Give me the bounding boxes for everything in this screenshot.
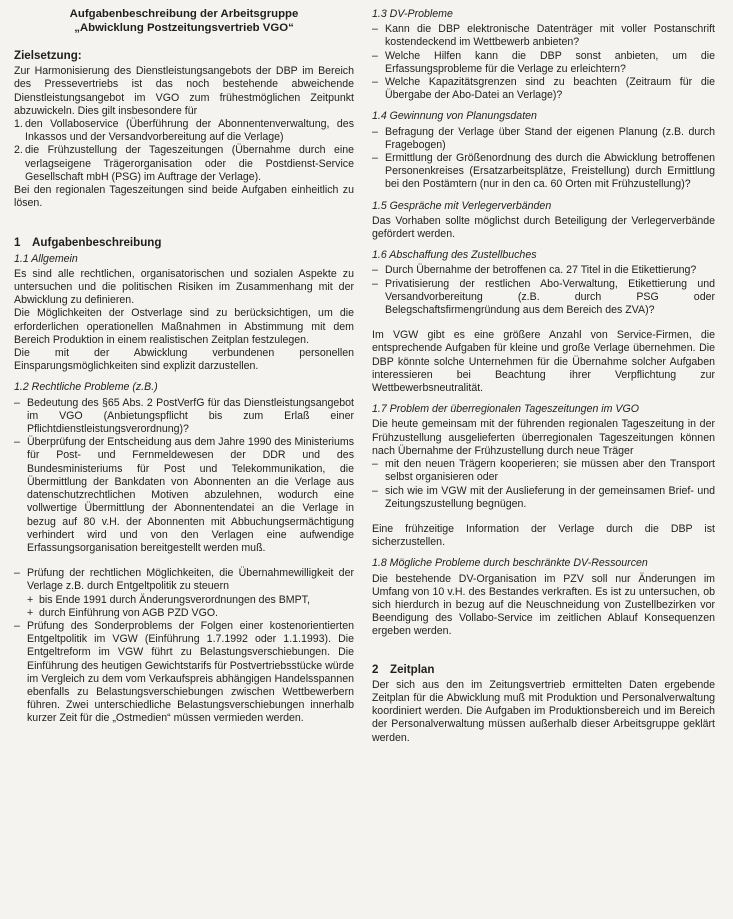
paragraph: Die heute gemeinsam mit der führenden regionalen Tageszeitung in der Frühzustellung ausgelieferten überregionalen Tageszeitungen können nach Übernahme der Frühzustellung durch neue Träger bbox=[372, 418, 715, 457]
list-item: – mit den neuen Trägern kooperieren; sie müssen aber den Transport selbst organisieren oder bbox=[372, 458, 715, 484]
list-item: – Durch Übernahme der betroffenen ca. 27 Titel in die Etikettierung? bbox=[372, 264, 715, 277]
paragraph: Eine frühzeitige Information der Verlage durch die DBP ist sicherzustellen. bbox=[372, 522, 715, 549]
zielsetzung-outro: Bei den regionalen Tageszeitungen sind beide Aufgaben einheitlich zu lösen. bbox=[14, 184, 354, 210]
paragraph: Es sind alle rechtlichen, organisatorischen und sozialen Aspekte zu untersuchen und die politischen Risiken im Zusammenhang mit der Abwicklung zu definieren. bbox=[14, 267, 354, 307]
zielsetzung-heading: Zielsetzung: bbox=[14, 49, 82, 62]
list-item: – Privatisierung der restlichen Abo-Verwaltung, Etikettierung und Versandvorbereitung (z.B. durch PSG oder Belegschaftsfirmengründung aus dem Bereich des ZVA)? bbox=[372, 278, 715, 318]
list-item: – Prüfung des Sonderproblems der Folgen einer kostenorientierten Entgeltpolitik im VGW (Einführung 1.7.1992 oder 1.1.1993). Die Entgeltreform im VGW führt zu Belastungsverschiebungen. Die Einführung des heutigen Gewichtstarifs für Postvertriebsstücke würde im Vergleich zu dem vom Verkaufspreis abhängigen Handelsspannen ebenfalls zu Belastungsverschiebungen zwischen Wettbewerbern führen. Zwei unterschiedliche Belastungsverschiebungen innerhalb kurzer Zeit für die „Ostmedien“ müssen vermieden werden. bbox=[14, 620, 354, 726]
section-1-3-heading: 1.3 DV-Probleme bbox=[372, 8, 453, 20]
list-item: – Befragung der Verlage über Stand der eigenen Planung (z.B. durch Fragebogen) bbox=[372, 126, 715, 152]
section-1-2-list bbox=[14, 397, 354, 555]
document-title bbox=[14, 8, 354, 35]
list-item: – Welche Kapazitätsgrenzen sind zu beachten (Zeitraum für die Übergabe der Abo-Datei an Verlage)? bbox=[372, 76, 715, 102]
list-item: – Bedeutung des §65 Abs. 2 PostVerfG für das Dienstleistungsangebot im VGO (Anbietungspflicht bis zum Erlaß einer Pflichtdienstleistungsverordnung)? bbox=[14, 397, 354, 437]
section-1-6-heading: 1.6 Abschaffung des Zustellbuches bbox=[372, 249, 537, 262]
section-1-7-heading: 1.7 Problem der überregionalen Tageszeitungen im VGO bbox=[372, 403, 639, 416]
list-item: + bis Ende 1991 durch Änderungsverordnungen des BMPT, bbox=[27, 594, 354, 607]
paragraph: Die Möglichkeiten der Ostverlage sind zu berücksichtigen, um die erforderlichen operationellen Maßnahmen in Abstimmung mit dem Bereich Produktion in einem realistischen Zeitplan festzulegen. bbox=[14, 307, 354, 346]
section-1-8-heading: 1.8 Mögliche Probleme durch beschränkte DV-Ressourcen bbox=[372, 557, 648, 570]
list-item: – Überprüfung der Entscheidung aus dem Jahre 1990 des Ministeriums für Post- und Fernmeldewesen der DDR und des Bundesministeriums für Post und Telekommunikation, die Übermittlung der Bankdaten von Abonnenten an die Verlage aus datenschutzrechtlichen Motiven abzulehnen, wodurch eine vollwertige Übermittlung der Abonnentendatei an die Verlage in bezug auf 80 v.H. der Abonnenten mit Abbuchungsermächtigung verhindert wird und von den Verlagen eine aufwendige Erfassungsorganisation bereitgestellt werden muß. bbox=[14, 436, 354, 555]
section-1-2-list-cont bbox=[14, 567, 354, 593]
zielsetzung-list bbox=[14, 118, 354, 184]
section-2-heading: 2 Zeitplan bbox=[372, 662, 435, 676]
section-1-6-list bbox=[372, 264, 715, 317]
section-1-1-heading: 1.1 Allgemein bbox=[14, 252, 78, 265]
section-1-3-list bbox=[372, 23, 715, 102]
paragraph: Die mit der Abwicklung verbundenen personellen Einsparungsmöglichkeiten sind explizit darzustellen. bbox=[14, 347, 354, 373]
paragraph: Der sich aus den im Zeitungsvertrieb ermittelten Daten ergebende Zeitplan für die Abwicklung muß mit Produktion und Personalverwaltung koordiniert werden. Die Aufgaben im Produktionsbereich und im Bereich der Personalverwaltung müssen außerhalb dieser Arbeitsgruppe geklärt werden. bbox=[372, 678, 715, 744]
left-column bbox=[14, 8, 354, 919]
zielsetzung-intro: Zur Harmonisierung des Dienstleistungsangebots der DBP im Bereich des Pressevertriebs ist das noch bestehende abweichende Dienstleistungsangebot im VGO zum frühestmöglichen Zeitpunkt abzuwickeln. Dies gilt insbesondere für bbox=[14, 65, 354, 117]
paragraph: Das Vorhaben sollte möglichst durch Beteiligung der Verlegerverbände gefördert werden. bbox=[372, 214, 715, 241]
section-1-2-heading: 1.2 Rechtliche Probleme (z.B.) bbox=[14, 381, 158, 394]
list-item: – Ermittlung der Größenordnung des durch die Abwicklung betroffenen Personenkreises (Ersatzarbeitsplätze, Freistellung) durch Ermittlung bei den Postämtern (nur in den ca. 60 Orten mit Frühzustellung)? bbox=[372, 152, 715, 192]
list-item: + durch Einführung von AGB PZD VGO. bbox=[27, 607, 354, 620]
section-1-7-list bbox=[372, 458, 715, 511]
right-column bbox=[372, 8, 715, 919]
section-1-4-heading: 1.4 Gewinnung von Planungsdaten bbox=[372, 110, 537, 123]
title-line-2: „Abwicklung Postzeitungsvertrieb VGO“ bbox=[74, 21, 294, 34]
title-line-1: Aufgabenbeschreibung der Arbeitsgruppe bbox=[69, 8, 299, 20]
section-1-5-heading: 1.5 Gespräche mit Verlegerverbänden bbox=[372, 199, 552, 212]
list-item: – Prüfung der rechtlichen Möglichkeiten, die Übernahmewilligkeit der Verlage z.B. durch Entgeltpolitik zu steuern bbox=[14, 567, 354, 593]
list-item: 2. die Frühzustellung der Tageszeitungen (Übernahme durch eine verlagseigene Trägerorganisation oder die Postdienst-Service Gesellschaft mbH (PSG) im Auftrage der Verlage). bbox=[14, 144, 354, 183]
paragraph: Die bestehende DV-Organisation im PZV soll nur Änderungen im Umfang von 10 v.H. des Bestandes verkraften. Es ist zu untersuchen, ob sich hierdurch in bezug auf die Neuschneidung von Zustellbezirken vor Beendigung des Vollabo-Service im zeitlichen Ablauf Konsequenzen ergeben werden. bbox=[372, 572, 715, 638]
section-1-2-list-end bbox=[14, 620, 354, 726]
plus-list bbox=[27, 594, 354, 620]
paragraph: Im VGW gibt es eine größere Anzahl von Service-Firmen, die entsprechende Aufgaben für kleine und große Verlage übernehmen. Die DBP könnte solche Unternehmen für die Übernahme solcher Aufgaben interessieren bei Beachtung ihrer Verpflichtung zur Wettbewerbsneutralität. bbox=[372, 329, 715, 395]
section-1-4-list bbox=[372, 126, 715, 192]
list-item: – sich wie im VGW mit der Auslieferung in der gemeinsamen Brief- und Zeitungszustellung begnügen. bbox=[372, 485, 715, 511]
section-1-heading: 1 Aufgabenbeschreibung bbox=[14, 236, 162, 250]
list-item: – Welche Hilfen kann die DBP sonst anbieten, um die Erfassungsprobleme für die Verlage zu erleichtern? bbox=[372, 50, 715, 76]
list-item: 1. den Vollaboservice (Überführung der Abonnentenverwaltung, des Inkassos und der Versandvorbereitung auf die Verlage) bbox=[14, 118, 354, 144]
list-item: – Kann die DBP elektronische Datenträger mit voller Postanschrift kostendeckend im Wettbewerb anbieten? bbox=[372, 23, 715, 49]
